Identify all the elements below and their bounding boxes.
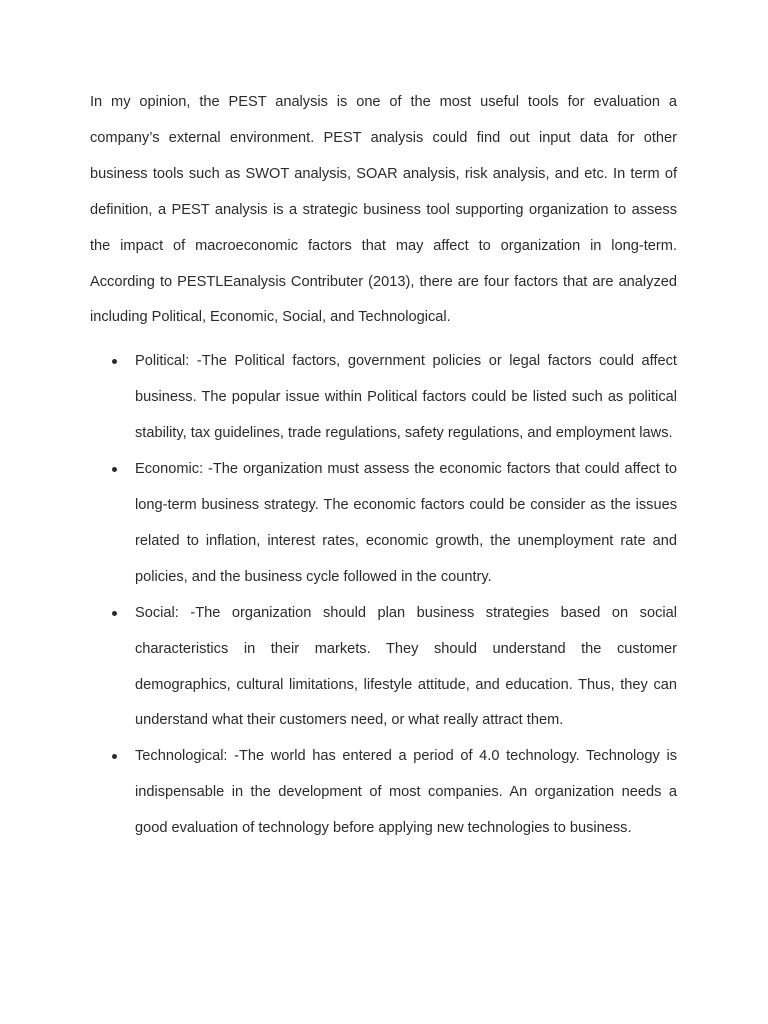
list-item-political xyxy=(90,344,677,452)
list-item-technological xyxy=(90,739,677,847)
list-item-text: Political: -The Political factors, government policies or legal factors could affect business. The popular issue within Political factors could be listed such as political stability, tax guidelines, trade regulations, safety regulations, and employment laws. xyxy=(135,353,677,442)
bullet-icon xyxy=(112,611,117,616)
list-item-text: Social: -The organization should plan business strategies based on social characteristics in their markets. They should understand the customer demographics, cultural limitations, lifestyle attitude, and education. Thus, they can understand what their customers need, or what really attract them. xyxy=(135,604,677,729)
bullet-icon xyxy=(112,467,117,472)
list-item-economic xyxy=(90,452,677,596)
list-item-social xyxy=(90,596,677,740)
document-body xyxy=(90,85,677,847)
factor-list xyxy=(90,344,677,847)
list-item-text: Technological: -The world has entered a period of 4.0 technology. Technology is indispensable in the development of most companies. An organization needs a good evaluation of technology before applying new technologies to business. xyxy=(135,748,677,837)
list-item-text: Economic: -The organization must assess the economic factors that could affect to long-term business strategy. The economic factors could be consider as the issues related to inflation, interest rates, economic growth, the unemployment rate and policies, and the business cycle followed in the country. xyxy=(135,461,677,585)
bullet-icon xyxy=(112,754,117,759)
intro-paragraph: In my opinion, the PEST analysis is one of the most useful tools for evaluation a company’s external environment. PEST analysis could find out input data for other business tools such as SWOT analysis, SOAR analysis, risk analysis, and etc. In term of definition, a PEST analysis is a strategic business tool supporting organization to assess the impact of macroeconomic factors that may affect to organization in long-term. According to PESTLEanalysis Contributer (2013), there are four factors that are analyzed including Political, Economic, Social, and Technological. xyxy=(90,94,677,326)
bullet-icon xyxy=(112,359,117,364)
